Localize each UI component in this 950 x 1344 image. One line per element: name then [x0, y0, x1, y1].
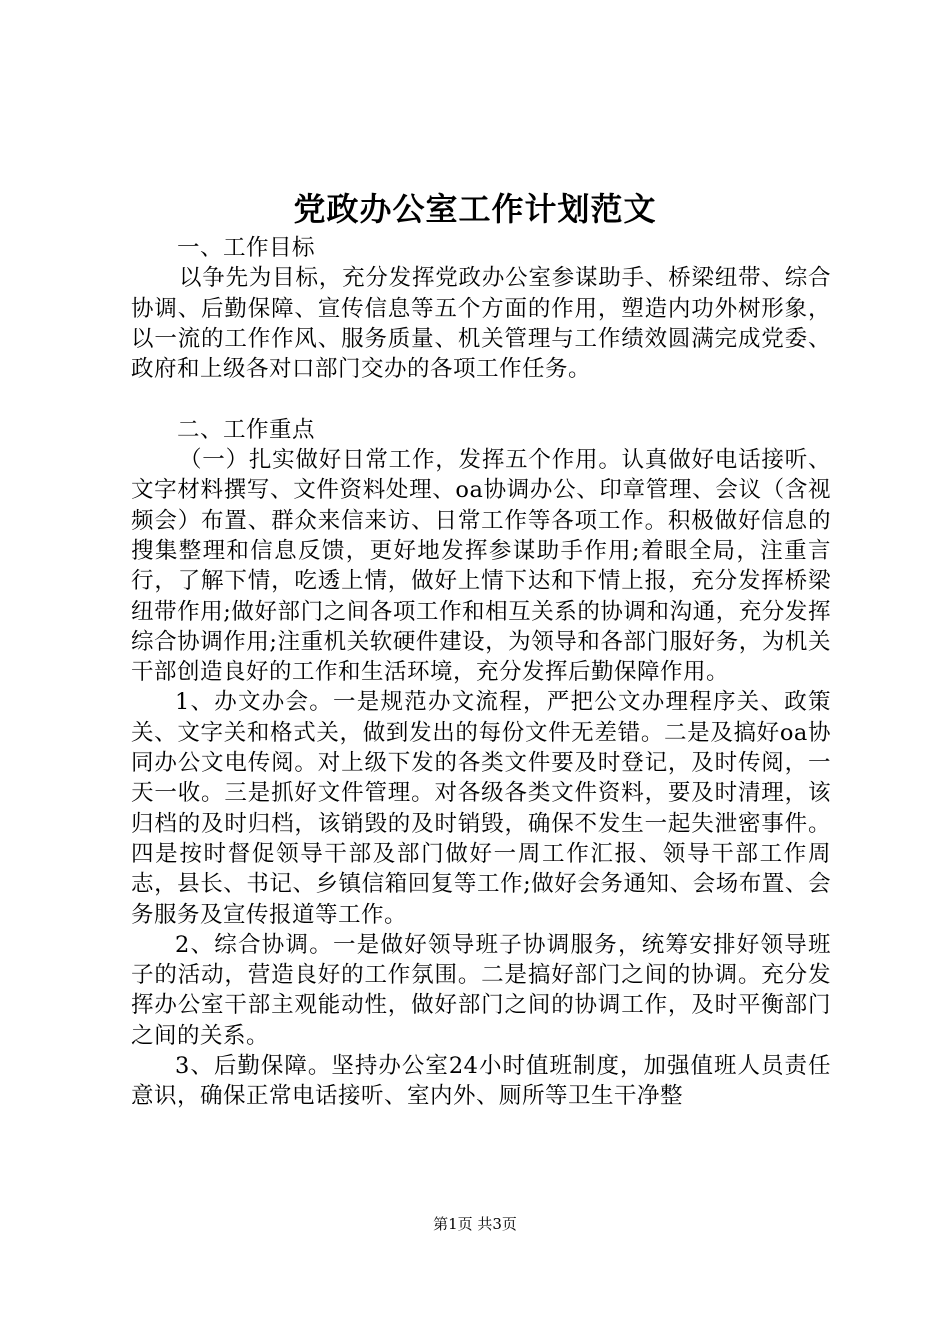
document-title: 党政办公室工作计划范文 [293, 190, 657, 228]
paragraph-logistics: 3、后勤保障。坚持办公室24小时值班制度，加强值班人员责任意识，确保正常电话接听、室内外、厕所等卫生干净整 [131, 1053, 831, 1110]
paragraph-document-handling: 1、办文办会。一是规范办文流程，严把公文办理程序关、政策关、文字关和格式关，做到发出的每份文件无差错。二是及搞好oa协同办公文电传阅。对上级下发的各类文件要及时登记，及时传阅，一天一收。三是抓好文件管理。对各级各类文件资料，要及时清理，该归档的及时归档，该销毁的及时销毁，确保不发生一起失泄密事件。四是按时督促领导干部及部门做好一周工作汇报、领导干部工作周志，县长、书记、乡镇信箱回复等工作;做好会务通知、会场布置、会务服务及宣传报道等工作。 [131, 689, 831, 928]
blank-line [131, 384, 831, 414]
page-footer: 第1页 共3页 [433, 1215, 517, 1233]
section-heading-focus: 二、工作重点 [177, 416, 316, 443]
section-heading-goals: 一、工作目标 [177, 235, 316, 261]
paragraph-goals: 以争先为目标，充分发挥党政办公室参谋助手、桥梁纽带、综合协调、后勤保障、宣传信息等五个方面的作用，塑造内功外树形象，以一流的工作作风、服务质量、机关管理与工作绩效圆满完成党委、政府和上级各对口部门交办的各项工作任务。 [131, 265, 831, 383]
paragraph-coordination: 2、综合协调。一是做好领导班子协调服务，统筹安排好领导班子的活动，营造良好的工作氛围。二是搞好部门之间的协调。充分发挥办公室干部主观能动性，做好部门之间的协调工作，及时平衡部门之间的关系。 [131, 931, 831, 1049]
document-body [131, 233, 831, 1112]
paragraph-daily-work: （一）扎实做好日常工作，发挥五个作用。认真做好电话接听、文字材料撰写、文件资料处理、oa协调办公、印章管理、会议（含视频会）布置、群众来信来访、日常工作等各项工作。积极做好信息的搜集整理和信息反馈，更好地发挥参谋助手作用;着眼全局，注重言行，了解下情，吃透上情，做好上情下达和下情上报，充分发挥桥梁纽带作用;做好部门之间各项工作和相互关系的协调和沟通，充分发挥综合协调作用;注重机关软硬件建设，为领导和各部门服好务，为机关干部创造良好的工作和生活环境，充分发挥后勤保障作用。 [131, 447, 831, 686]
